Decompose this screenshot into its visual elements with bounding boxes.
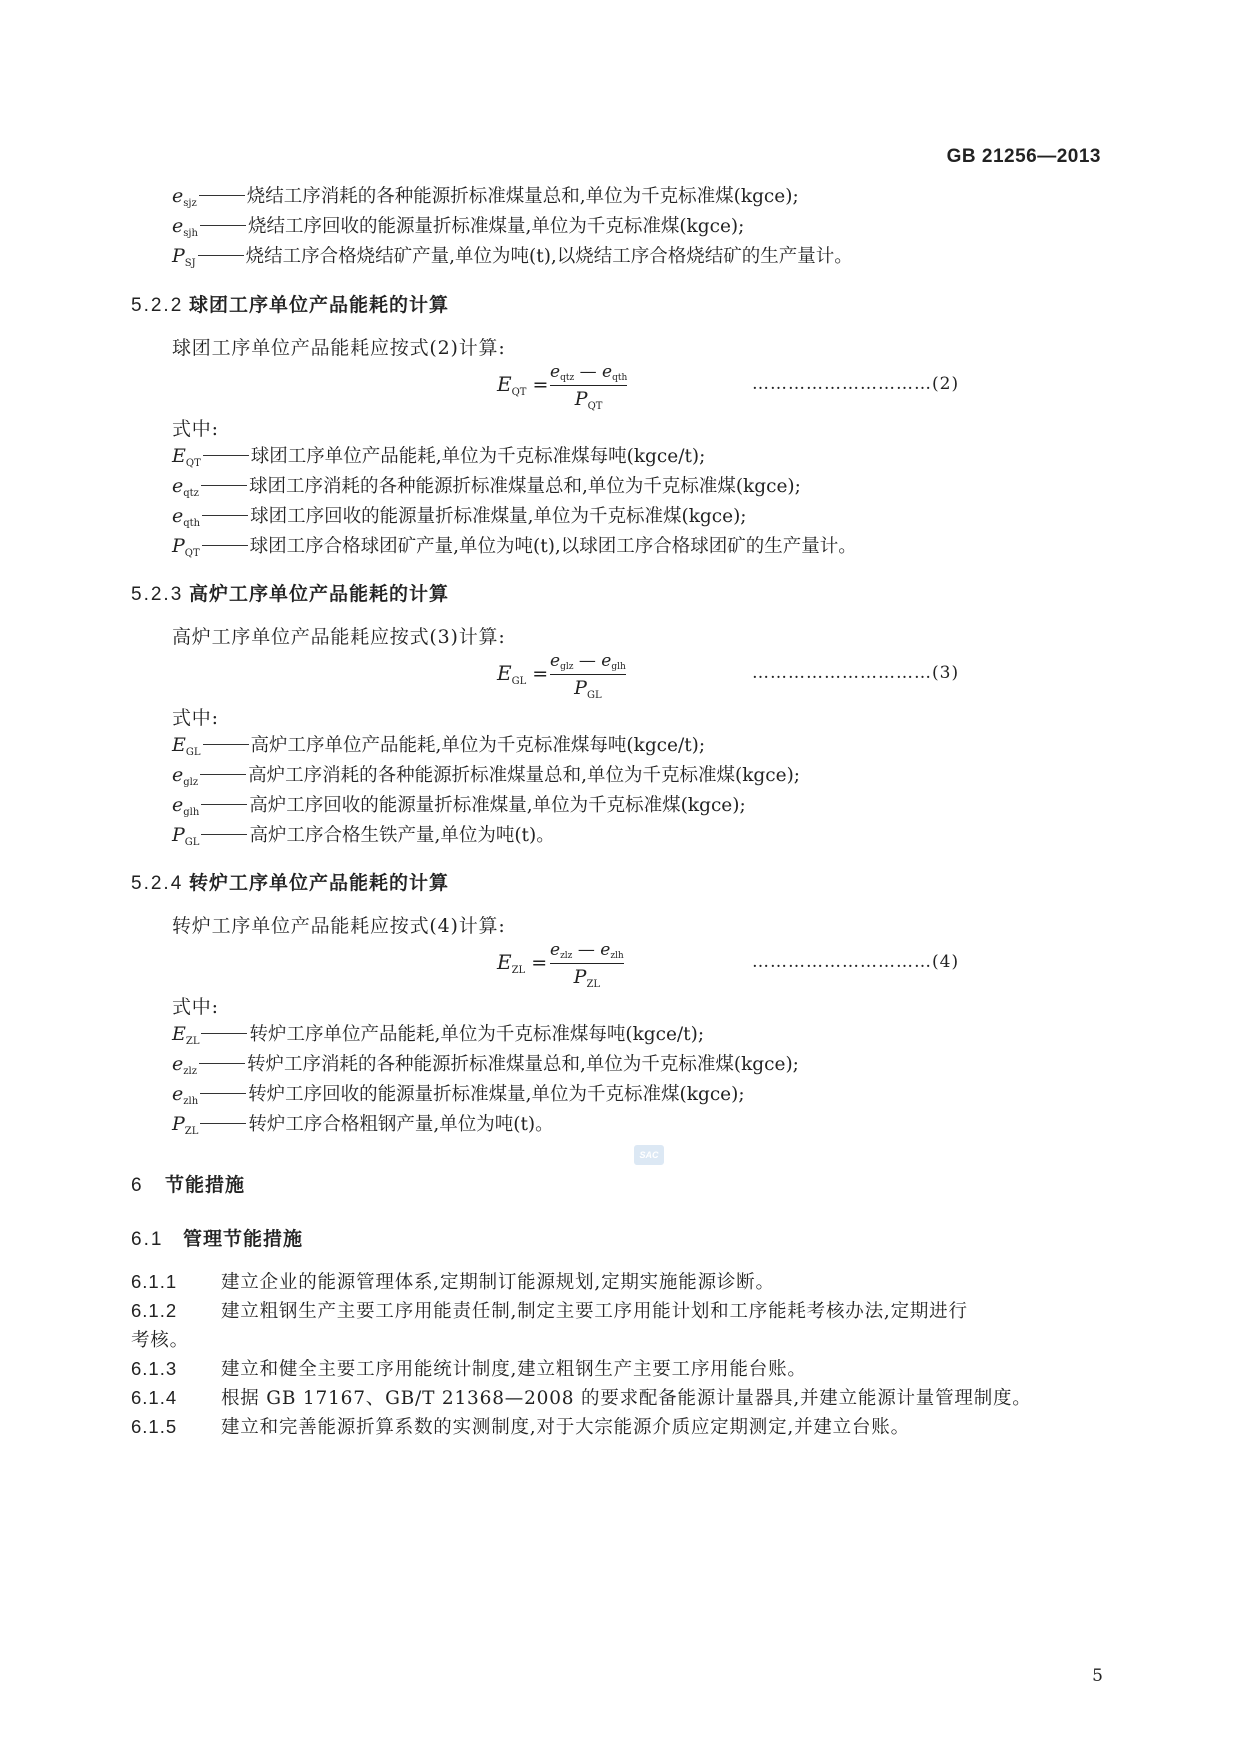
definition-text: 高炉工序合格生铁产量,单位为吨(t)。 — [249, 825, 555, 846]
definition-symbol: $e_{qtz}$ — [172, 475, 199, 499]
dash-separator — [203, 744, 249, 745]
where-label: 式中: — [172, 418, 219, 440]
definition-symbol: $e_{zlz}$ — [172, 1053, 197, 1077]
page-number: 5 — [1092, 1666, 1103, 1686]
fraction-denominator: $P_{ZL}$ — [573, 966, 601, 990]
definition-row — [172, 1022, 704, 1054]
definition-row — [172, 504, 747, 536]
section-number: 5.2.4 — [131, 873, 184, 894]
definition-symbol: $e_{glz}$ — [172, 764, 199, 788]
definition-row — [172, 1052, 799, 1084]
definition-symbol: $e_{qth}$ — [172, 505, 201, 529]
clause-item — [131, 1384, 1032, 1410]
clause-number: 6.1.4 — [131, 1387, 178, 1408]
section-title: 高炉工序单位产品能耗的计算 — [189, 584, 450, 605]
definition-text: 球团工序消耗的各种能源折标准煤量总和,单位为千克标准煤(kgce); — [248, 476, 801, 497]
fraction-denominator: $P_{GL}$ — [574, 677, 602, 701]
formula-lhs: $E_{ZL}$ = — [497, 950, 548, 976]
definition-text: 球团工序单位产品能耗,单位为千克标准煤每吨(kgce/t); — [250, 446, 706, 467]
clause-number: 6.1.3 — [131, 1358, 178, 1379]
definition-row — [172, 444, 705, 476]
section-number: 5.2.3 — [131, 584, 184, 605]
formula-intro: 球团工序单位产品能耗应按式(2)计算: — [172, 337, 506, 359]
dash-separator — [200, 1123, 246, 1124]
chapter-heading — [131, 1170, 245, 1197]
equation-number: …………………………(3) — [752, 663, 960, 683]
where-label: 式中: — [172, 707, 219, 729]
section-heading — [131, 868, 449, 895]
clause-item — [131, 1268, 775, 1294]
dash-separator — [201, 485, 247, 486]
formula-fraction — [550, 362, 627, 412]
definition-text: 高炉工序消耗的各种能源折标准煤量总和,单位为千克标准煤(kgce); — [248, 765, 801, 786]
chapter-number: 6 — [131, 1175, 144, 1196]
definition-text: 烧结工序合格烧结矿产量,单位为吨(t),以烧结工序合格烧结矿的生产量计。 — [245, 246, 853, 267]
formula-lhs: $E_{QT}$ = — [497, 372, 549, 398]
formula-fraction — [550, 940, 624, 990]
dash-separator — [202, 545, 248, 546]
definition-symbol: $e_{zlh}$ — [172, 1083, 199, 1107]
dash-separator — [199, 195, 245, 196]
definition-text: 转炉工序单位产品能耗,单位为千克标准煤每吨(kgce/t); — [249, 1024, 705, 1045]
subchapter-heading — [131, 1224, 303, 1251]
clause-text: 根据 GB 17167、GB/T 21368—2008 的要求配备能源计量器具,并建立能源计量管理制度。 — [221, 1388, 1032, 1409]
definition-symbol: $E_{QT}$ — [172, 445, 201, 469]
equation-number: …………………………(2) — [752, 374, 960, 394]
clause-number: 6.1.5 — [131, 1416, 178, 1437]
definition-row — [172, 763, 800, 795]
dash-separator — [198, 255, 244, 256]
fraction-numerator: $e_{zlz}$ — $e_{zlh}$ — [550, 940, 624, 964]
subchapter-number: 6.1 — [131, 1229, 164, 1250]
definition-row — [172, 244, 853, 276]
definition-row — [172, 733, 705, 765]
dash-separator — [199, 1063, 245, 1064]
dash-separator — [200, 225, 246, 226]
definition-row — [172, 474, 801, 506]
definition-symbol: $e_{glh}$ — [172, 794, 200, 818]
dash-separator — [201, 804, 247, 805]
sac-watermark-logo: SAC — [634, 1145, 664, 1165]
definition-row — [172, 534, 857, 566]
clause-text: 建立和健全主要工序用能统计制度,建立粗钢生产主要工序用能台账。 — [221, 1359, 807, 1380]
formula-intro: 高炉工序单位产品能耗应按式(3)计算: — [172, 626, 506, 648]
definition-symbol: $P_{QT}$ — [172, 535, 200, 559]
formula-intro: 转炉工序单位产品能耗应按式(4)计算: — [172, 915, 506, 937]
standard-number: GB 21256—2013 — [946, 146, 1101, 167]
definition-text: 烧结工序消耗的各种能源折标准煤量总和,单位为千克标准煤(kgce); — [246, 186, 799, 207]
definition-symbol: $P_{GL}$ — [172, 824, 200, 848]
definition-text: 转炉工序消耗的各种能源折标准煤量总和,单位为千克标准煤(kgce); — [247, 1054, 799, 1075]
definition-row — [172, 823, 555, 855]
dash-separator — [203, 455, 249, 456]
section-heading — [131, 290, 449, 317]
definition-row — [172, 214, 744, 246]
clause-item — [131, 1413, 910, 1439]
definition-text: 球团工序回收的能源量折标准煤量,单位为千克标准煤(kgce); — [250, 506, 747, 527]
definition-row — [172, 1112, 554, 1144]
formula-fraction — [550, 651, 626, 701]
definition-text: 转炉工序合格粗钢产量,单位为吨(t)。 — [248, 1114, 554, 1135]
clause-number: 6.1.1 — [131, 1271, 178, 1292]
definition-symbol: $P_{ZL}$ — [172, 1113, 199, 1137]
dash-separator — [201, 1033, 247, 1034]
definition-symbol: $e_{sjz}$ — [172, 185, 197, 209]
clause-continuation: 考核。 — [131, 1330, 189, 1351]
clause-item — [131, 1355, 807, 1381]
dash-separator — [200, 774, 246, 775]
definition-row — [172, 1082, 745, 1114]
definition-symbol: $E_{ZL}$ — [172, 1023, 200, 1047]
clause-number: 6.1.2 — [131, 1300, 178, 1321]
clause-text: 建立和完善能源折算系数的实测制度,对于大宗能源介质应定期测定,并建立台账。 — [221, 1417, 910, 1438]
dash-separator — [201, 834, 247, 835]
equation-number: …………………………(4) — [752, 952, 960, 972]
definition-text: 高炉工序单位产品能耗,单位为千克标准煤每吨(kgce/t); — [250, 735, 706, 756]
fraction-numerator: $e_{glz}$ — $e_{glh}$ — [550, 651, 626, 675]
section-number: 5.2.2 — [131, 295, 184, 316]
clause-text: 建立粗钢生产主要工序用能责任制,制定主要工序用能计划和工序能耗考核办法,定期进行 — [221, 1301, 968, 1322]
fraction-numerator: $e_{qtz}$ — $e_{qth}$ — [550, 362, 627, 386]
section-title: 转炉工序单位产品能耗的计算 — [189, 873, 450, 894]
subchapter-title: 管理节能措施 — [183, 1229, 304, 1250]
where-label: 式中: — [172, 996, 219, 1018]
definition-text: 烧结工序回收的能源量折标准煤量,单位为千克标准煤(kgce); — [247, 216, 745, 237]
dash-separator — [200, 1093, 246, 1094]
definition-symbol: $e_{sjh}$ — [172, 215, 198, 239]
section-heading — [131, 579, 449, 606]
fraction-denominator: $P_{QT}$ — [574, 388, 603, 412]
definition-text: 转炉工序回收的能源量折标准煤量,单位为千克标准煤(kgce); — [248, 1084, 745, 1105]
definition-symbol: $P_{SJ}$ — [172, 245, 196, 269]
formula-lhs: $E_{GL}$ = — [497, 661, 549, 687]
clause-item — [131, 1297, 968, 1323]
definition-row — [172, 793, 746, 825]
section-title: 球团工序单位产品能耗的计算 — [189, 295, 450, 316]
dash-separator — [202, 515, 248, 516]
chapter-title: 节能措施 — [165, 1175, 246, 1196]
definition-symbol: $E_{GL}$ — [172, 734, 201, 758]
definition-text: 高炉工序回收的能源量折标准煤量,单位为千克标准煤(kgce); — [249, 795, 746, 816]
definition-text: 球团工序合格球团矿产量,单位为吨(t),以球团工序合格球团矿的生产量计。 — [249, 536, 857, 557]
clause-text: 建立企业的能源管理体系,定期制订能源规划,定期实施能源诊断。 — [221, 1272, 775, 1293]
definition-row — [172, 184, 799, 216]
